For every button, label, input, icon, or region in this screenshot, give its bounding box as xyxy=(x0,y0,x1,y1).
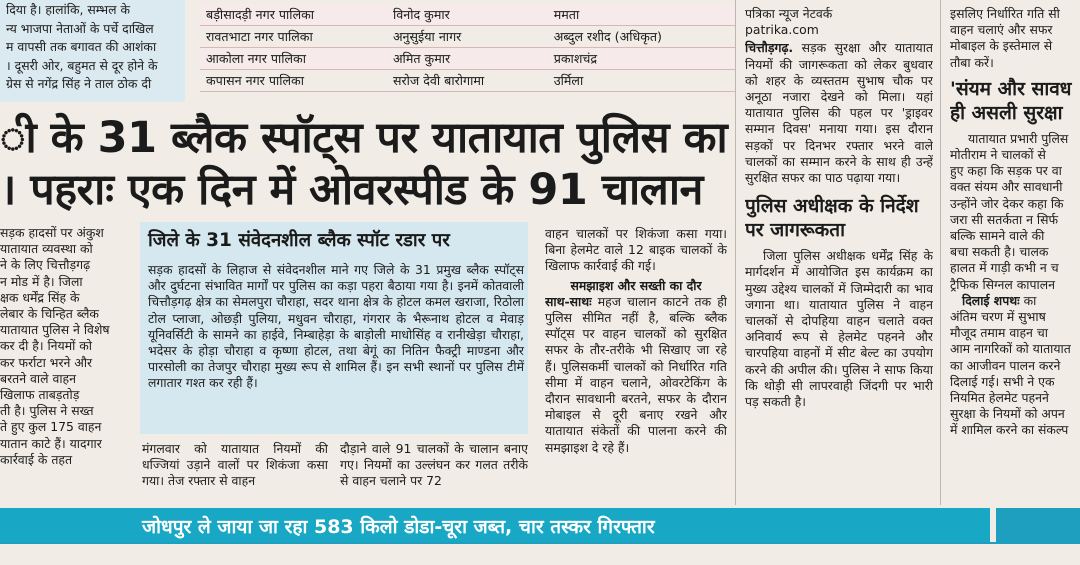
cropped-text-fragment xyxy=(0,546,1080,565)
article-paragraph: सड़क सुरक्षा और यातायात नियमों की जागरूकता को लेकर बुधवार को शहर के व्यस्ततम सुभाष चौक पर अनूठा नजारा देखने को मिला। यहां यातायात पुलिस की पहल पर 'ड्राइवर सम्मान दिवस' मनाया गया। इस दौरान सड़कों पर दिनभर रफ्तार भरने वाले चालकों का सम्मान करने के साथ ही उन्हें सुरक्षित सफर का पाठ पढ़ाया गया। xyxy=(745,40,933,186)
footer-headline: जोधपुर ले जाया जा रहा 583 किलो डोडा-चूरा जब्त, चार तस्कर गिरफ्तार xyxy=(142,516,655,538)
text-line: अंतिम चरण में सुभाष xyxy=(950,309,1046,325)
text-line: तौबा करें। xyxy=(950,54,994,70)
article-subtitle: 'संयम और सावध xyxy=(950,77,1072,100)
cropped-bottom-headline xyxy=(0,544,1080,565)
article-subtitle: ही असली सुरक्षा xyxy=(950,101,1063,124)
text-line: क्षक धर्मेंद्र सिंह के xyxy=(0,289,80,305)
table-cell: विनोद कुमार xyxy=(387,4,548,26)
article-text-block: मंगलवार को यातायात नियमों की धज्जियां उड़ाने वालों पर शिकंजा कसा गया। तेज रफ्तार से वाहन xyxy=(142,441,328,489)
table-cell: अब्दुल रशीद (अधिकृत) xyxy=(548,26,735,48)
dateline: चित्तौड़गढ़. xyxy=(745,40,794,56)
table-cell: सरोज देवी बारोगामा xyxy=(387,70,548,92)
text-line: यातायात पुलिस ने विशेष xyxy=(0,322,110,338)
text-line: खिलाफ ताबड़तोड़ xyxy=(0,387,80,403)
table-cell: प्रकाशचंद्र xyxy=(548,48,735,70)
top-left-line: । दूसरी ओर, बहुमत से दूर होने के xyxy=(6,57,158,73)
info-box-heading: जिले के 31 संवेदनशील ब्लैक स्पॉट रडार पर xyxy=(148,230,450,251)
left-article-column xyxy=(0,225,122,505)
article-paragraph: वाहन चालकों पर शिकंजा कसा गया। बिना हेलमेट वाले 12 बाइक चालकों के खिलाफ कार्रवाई की गई। xyxy=(545,226,727,274)
text-line: कार्रवाई के तहत xyxy=(0,451,73,467)
article-subtitle: पुलिस अधीक्षक के निर्देश पर जागरूकता xyxy=(745,195,919,242)
text-line: हुए कहा कि सड़क पर वा xyxy=(950,163,1062,179)
column-divider xyxy=(735,0,736,505)
article-subheading: समझाइश और सख्ती का दौर xyxy=(570,277,702,293)
news-website: patrika.com xyxy=(745,22,819,38)
text-line: यातान काटे हैं। यादगार xyxy=(0,435,102,451)
text-line: कर फर्राटा भरने और xyxy=(0,354,93,370)
table-cell: अमित कुमार xyxy=(387,48,548,70)
text-line: ते हुए कुल 175 वाहन xyxy=(0,419,102,435)
text-line: न मोड में है। जिला xyxy=(0,273,83,289)
table-cell: रावतभाटा नगर पालिका xyxy=(200,26,387,48)
text-line: यातायात प्रभारी पुलिस xyxy=(968,130,1069,146)
news-source: पत्रिका न्यूज नेटवर्क xyxy=(745,6,833,21)
text-line: लेबार के चिन्हित ब्लैक xyxy=(0,306,99,322)
text-line: वक्त संयम और सावधानी xyxy=(950,179,1063,195)
column-divider xyxy=(940,0,941,505)
top-left-line: म वापसी तक बगावत की आशंका xyxy=(6,39,157,55)
table-cell: उर्मिला xyxy=(548,70,735,92)
text-line: आम नागरिकों को यातायात xyxy=(950,341,1071,357)
main-headline-line-2: । पहराः एक दिन में ओवरस्पीड के 91 चालान xyxy=(0,165,703,215)
top-left-line: दिया है। हालांकि, सम्भल के xyxy=(6,2,130,17)
top-left-line: ग्रेस से नगेंद्र सिंह ने ताल ठोक दी xyxy=(6,76,152,92)
info-box-body: सड़क हादसों के लिहाज से संवेदनशील माने गए जिले के 31 प्रमुख ब्लैक स्पॉट्स और दुर्घटना संभावित मार्गों पर पुलिस का कड़ा पहरा बैठाया गया है। इनमें कोतवाली चित्तौड़गढ़ क्षेत्र का सेमलपुरा चौराहा, सदर थाना क्षेत्र के होटल कमल खराजा, रिठोला टोल प्लाजा, ओछड़ी पुलिया, मधुवन चौराहा, गंगरार के भैरूनाथ होटल व मेवाड़ यूनिवर्सिटी के सामने का हाईवे, निम्बाहेड़ा के बाड़ोली माधोसिंह व रानीखेड़ा चौराहा, भदेसर के होड़ा चौराहा व कृष्णा होटल, तथा बेगूं का नितिन फैक्ट्री माण्डना और पारसोली का तेजपुर चौराहा मुख्य रूप से शामिल हैं। इन सभी स्थानों पर पुलिस टीमें लगातार गश्त कर रही हैं। xyxy=(148,262,524,391)
text-line: नियमित हेलमेट पहनने xyxy=(950,390,1049,406)
middle-article-column xyxy=(545,226,727,506)
text-line: बचा सकती है। चालक xyxy=(950,244,1049,260)
main-headline-line-1: ी के 31 ब्लैक स्पॉट्स पर यातायात पुलिस का xyxy=(0,113,728,163)
text-line: हालत में गाड़ी कभी न च xyxy=(950,260,1059,276)
text-line: मौजूद तमाम वाहन चा xyxy=(950,325,1048,341)
black-spots-info-box xyxy=(140,222,528,434)
text-line: मोबाइल के इस्तेमाल से xyxy=(950,38,1053,54)
election-candidates-table xyxy=(200,4,735,92)
text-line: सड़क हादसों पर अंकुश xyxy=(0,225,104,240)
text-line: ती है। पुलिस ने सख्त xyxy=(0,403,94,419)
table-row xyxy=(200,26,735,48)
top-left-line: न्य भाजपा नेताओं के पर्चे दाखिल xyxy=(6,20,154,36)
text-line: यातायात व्यवस्था को xyxy=(0,241,93,257)
text-line: सुरक्षा के नियमों को अपन xyxy=(950,406,1065,422)
right-article-column xyxy=(745,6,933,506)
table-row xyxy=(200,70,735,92)
text-line: दिलाई गई। सभी ने एक xyxy=(950,373,1055,389)
article-paragraph: महज चालान काटने तक ही पुलिस सीमित नहीं है, बल्कि ब्लैक स्पॉट्स पर वाहन चालकों को सुरक्षित सफर के तौर-तरीके भी सिखाए जा रहे हैं। पुलिसकर्मी चालकों को निर्धारित गति सीमा में वाहन चलाने, ओवरटेकिंग के दौरान सावधानी बरतने, सफर के दौरान मोबाइल से दूरी बनाए रखने और यातायात संकेतों की पालना करने की समझाइश दे रहे हैं। xyxy=(545,293,727,455)
table-cell: अनुसुईया नागर xyxy=(387,26,548,48)
text-line: मोतीराम ने चालकों से xyxy=(950,147,1046,163)
table-cell: आकोला नगर पालिका xyxy=(200,48,387,70)
table-row xyxy=(200,48,735,70)
text-line: उन्होंने जोर देकर कहा कि xyxy=(950,195,1064,211)
text-line: में शामिल करने का संकल्प xyxy=(950,422,1069,438)
text-line: कर दी है। नियमों को xyxy=(0,338,93,354)
article-text-block: दौड़ाने वाले 91 चालकों के चालान बनाए गए। नियमों का उल्लंघन कर गलत तरीके से वाहन चलाने पर 72 xyxy=(340,441,528,489)
top-left-news-box xyxy=(0,0,185,102)
table-cell: बड़ीसादड़ी नगर पालिका xyxy=(200,4,387,26)
table-row xyxy=(200,4,735,26)
text-line: बरतने वाले वाहन xyxy=(0,370,77,386)
text-line: इसलिए निर्धारित गति सी xyxy=(950,6,1060,21)
article-lead: साथ-साथः xyxy=(545,293,592,309)
text-line: का आजीवन पालन करने xyxy=(950,357,1061,373)
article-paragraph: जिला पुलिस अधीक्षक धर्मेंद्र सिंह के मार्गदर्शन में आयोजित इस कार्यक्रम का मुख्य उद्देश्य चालकों में जिम्मेदारी का भाव जगाना था। यातायात पुलिस ने वाहन चालकों से दोपहिया वाहन चलाते वक्त अनिवार्य रूप से हेलमेट पहनने और चारपहिया वाहनों में सीट बेल्ट का उपयोग करने की अपील की। पुलिस ने साफ किया कि थोड़ी सी लापरवाही जिंदगी पर भारी पड़ सकती है। xyxy=(745,248,933,410)
far-right-article-column xyxy=(950,6,1080,506)
table-cell: कपासन नगर पालिका xyxy=(200,70,387,92)
text-line: ट्रैफिक सिग्नल कापालन xyxy=(950,276,1055,292)
text-line: वाहन चलाएं और सफर xyxy=(950,22,1053,38)
article-lead: दिलाई शपथः xyxy=(962,292,1020,308)
table-cell: ममता xyxy=(548,4,735,26)
text-line: का xyxy=(1023,292,1037,308)
text-line: बल्कि सामने वाले की xyxy=(950,228,1045,244)
text-line: ने के लिए चित्तौड़गढ़ xyxy=(0,257,91,273)
text-line: जरा सी सतर्कता न सिर्फ xyxy=(950,211,1059,227)
